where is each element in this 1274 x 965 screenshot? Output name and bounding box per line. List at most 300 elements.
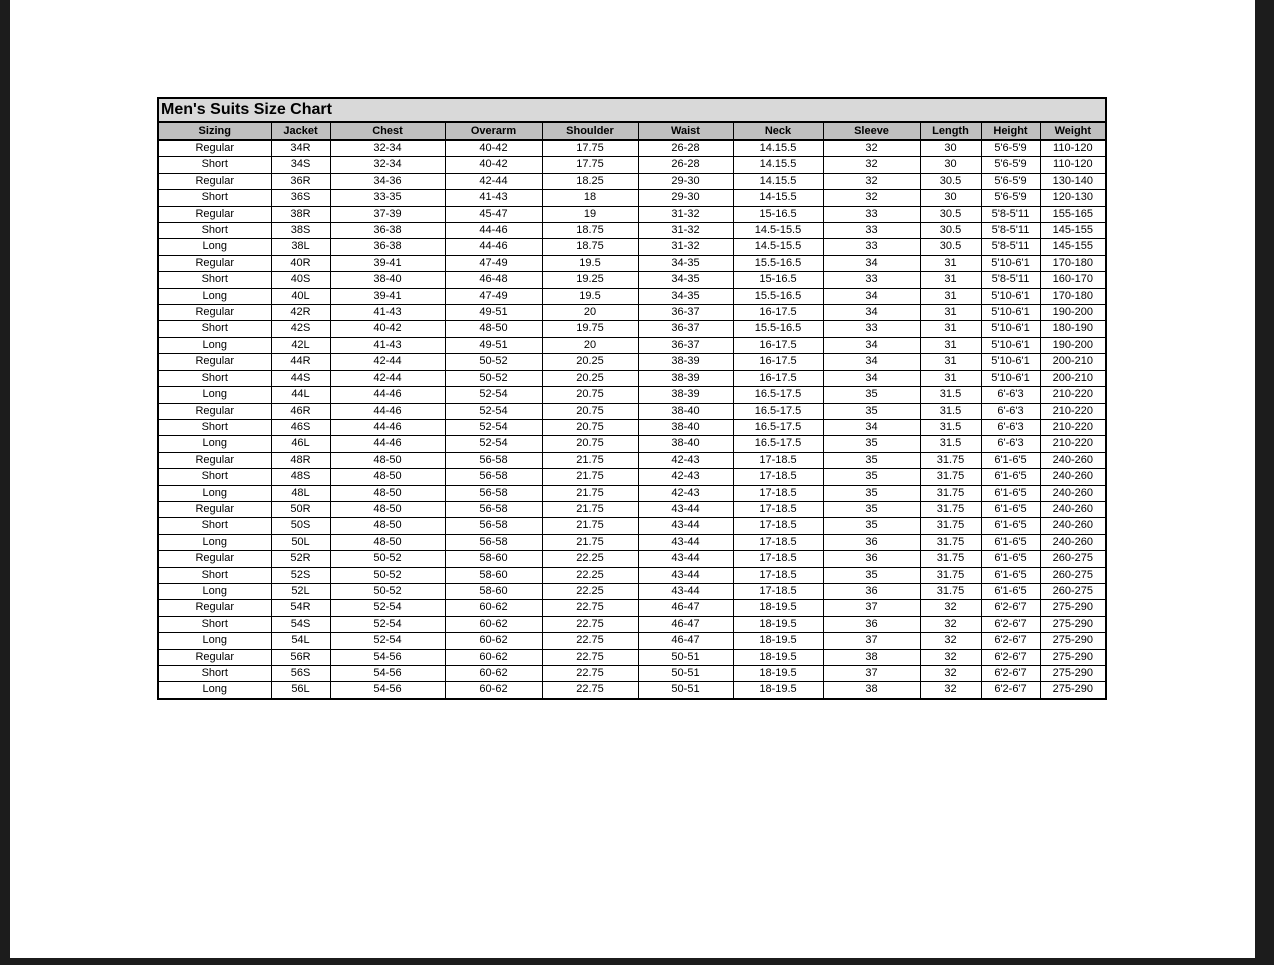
cell-jacket: 36R xyxy=(271,173,330,189)
table-row xyxy=(158,567,1106,583)
cell-jacket: 50S xyxy=(271,518,330,534)
cell-length: 30.5 xyxy=(920,173,981,189)
cell-weight: 210-220 xyxy=(1040,436,1106,452)
cell-neck: 18-19.5 xyxy=(733,666,823,682)
cell-waist: 36-37 xyxy=(638,337,733,353)
cell-waist: 46-47 xyxy=(638,600,733,616)
cell-sizing: Regular xyxy=(158,305,271,321)
cell-weight: 240-260 xyxy=(1040,452,1106,468)
cell-waist: 42-43 xyxy=(638,485,733,501)
cell-shoulder: 20.25 xyxy=(542,354,638,370)
cell-waist: 46-47 xyxy=(638,633,733,649)
cell-height: 6'-6'3 xyxy=(981,419,1040,435)
cell-shoulder: 20.25 xyxy=(542,370,638,386)
cell-sleeve: 37 xyxy=(823,633,920,649)
cell-shoulder: 19 xyxy=(542,206,638,222)
cell-waist: 42-43 xyxy=(638,452,733,468)
column-header-waist: Waist xyxy=(638,122,733,140)
cell-waist: 29-30 xyxy=(638,173,733,189)
cell-shoulder: 22.75 xyxy=(542,633,638,649)
cell-height: 6'1-6'5 xyxy=(981,518,1040,534)
cell-overarm: 60-62 xyxy=(445,649,542,665)
cell-jacket: 50R xyxy=(271,501,330,517)
cell-overarm: 56-58 xyxy=(445,534,542,550)
cell-neck: 15.5-16.5 xyxy=(733,321,823,337)
cell-weight: 240-260 xyxy=(1040,485,1106,501)
table-row xyxy=(158,354,1106,370)
cell-waist: 43-44 xyxy=(638,518,733,534)
cell-jacket: 46S xyxy=(271,419,330,435)
cell-shoulder: 20 xyxy=(542,337,638,353)
cell-weight: 180-190 xyxy=(1040,321,1106,337)
cell-weight: 210-220 xyxy=(1040,403,1106,419)
cell-neck: 18-19.5 xyxy=(733,649,823,665)
cell-sleeve: 36 xyxy=(823,534,920,550)
cell-sleeve: 33 xyxy=(823,223,920,239)
cell-height: 6'-6'3 xyxy=(981,387,1040,403)
cell-waist: 26-28 xyxy=(638,157,733,173)
table-row xyxy=(158,157,1106,173)
cell-overarm: 40-42 xyxy=(445,157,542,173)
cell-overarm: 56-58 xyxy=(445,501,542,517)
cell-height: 5'10-6'1 xyxy=(981,288,1040,304)
cell-height: 5'8-5'11 xyxy=(981,239,1040,255)
table-row xyxy=(158,485,1106,501)
cell-shoulder: 18.25 xyxy=(542,173,638,189)
cell-chest: 38-40 xyxy=(330,272,445,288)
cell-waist: 38-40 xyxy=(638,403,733,419)
cell-height: 6'1-6'5 xyxy=(981,501,1040,517)
cell-sleeve: 35 xyxy=(823,436,920,452)
cell-sizing: Long xyxy=(158,534,271,550)
cell-neck: 17-18.5 xyxy=(733,518,823,534)
cell-length: 30.5 xyxy=(920,223,981,239)
cell-waist: 26-28 xyxy=(638,140,733,157)
cell-chest: 44-46 xyxy=(330,436,445,452)
cell-neck: 16.5-17.5 xyxy=(733,387,823,403)
column-header-overarm: Overarm xyxy=(445,122,542,140)
cell-shoulder: 19.5 xyxy=(542,288,638,304)
cell-jacket: 54R xyxy=(271,600,330,616)
column-header-height: Height xyxy=(981,122,1040,140)
cell-chest: 50-52 xyxy=(330,567,445,583)
cell-weight: 275-290 xyxy=(1040,682,1106,699)
cell-weight: 200-210 xyxy=(1040,354,1106,370)
cell-sleeve: 35 xyxy=(823,403,920,419)
cell-weight: 275-290 xyxy=(1040,633,1106,649)
column-header-sleeve: Sleeve xyxy=(823,122,920,140)
cell-height: 5'8-5'11 xyxy=(981,223,1040,239)
cell-chest: 50-52 xyxy=(330,551,445,567)
cell-length: 31.5 xyxy=(920,436,981,452)
cell-overarm: 56-58 xyxy=(445,469,542,485)
cell-waist: 38-39 xyxy=(638,387,733,403)
cell-sleeve: 35 xyxy=(823,387,920,403)
cell-shoulder: 21.75 xyxy=(542,452,638,468)
cell-overarm: 50-52 xyxy=(445,370,542,386)
cell-sizing: Short xyxy=(158,469,271,485)
cell-sizing: Long xyxy=(158,485,271,501)
column-header-chest: Chest xyxy=(330,122,445,140)
column-header-weight: Weight xyxy=(1040,122,1106,140)
cell-height: 5'10-6'1 xyxy=(981,337,1040,353)
cell-height: 5'10-6'1 xyxy=(981,370,1040,386)
table-row xyxy=(158,600,1106,616)
cell-sleeve: 38 xyxy=(823,682,920,699)
cell-chest: 34-36 xyxy=(330,173,445,189)
cell-jacket: 36S xyxy=(271,190,330,206)
cell-sizing: Short xyxy=(158,272,271,288)
table-row xyxy=(158,518,1106,534)
cell-waist: 36-37 xyxy=(638,305,733,321)
cell-jacket: 38R xyxy=(271,206,330,222)
cell-sizing: Long xyxy=(158,387,271,403)
cell-chest: 48-50 xyxy=(330,452,445,468)
cell-shoulder: 19.5 xyxy=(542,255,638,271)
cell-waist: 43-44 xyxy=(638,534,733,550)
cell-shoulder: 20.75 xyxy=(542,419,638,435)
cell-waist: 42-43 xyxy=(638,469,733,485)
table-row xyxy=(158,206,1106,222)
cell-waist: 29-30 xyxy=(638,190,733,206)
cell-neck: 14-15.5 xyxy=(733,190,823,206)
cell-length: 32 xyxy=(920,682,981,699)
cell-overarm: 52-54 xyxy=(445,419,542,435)
cell-length: 31.75 xyxy=(920,501,981,517)
cell-jacket: 38S xyxy=(271,223,330,239)
cell-neck: 18-19.5 xyxy=(733,616,823,632)
cell-chest: 48-50 xyxy=(330,485,445,501)
cell-weight: 260-275 xyxy=(1040,551,1106,567)
cell-height: 5'10-6'1 xyxy=(981,321,1040,337)
cell-length: 31 xyxy=(920,272,981,288)
column-header-row xyxy=(158,122,1106,140)
cell-sleeve: 34 xyxy=(823,255,920,271)
cell-sizing: Long xyxy=(158,583,271,599)
cell-neck: 17-18.5 xyxy=(733,534,823,550)
cell-jacket: 48L xyxy=(271,485,330,501)
cell-shoulder: 19.25 xyxy=(542,272,638,288)
cell-neck: 16.5-17.5 xyxy=(733,436,823,452)
cell-overarm: 48-50 xyxy=(445,321,542,337)
cell-waist: 43-44 xyxy=(638,551,733,567)
cell-neck: 16.5-17.5 xyxy=(733,419,823,435)
cell-height: 6'1-6'5 xyxy=(981,452,1040,468)
cell-sleeve: 35 xyxy=(823,567,920,583)
cell-jacket: 44S xyxy=(271,370,330,386)
cell-overarm: 58-60 xyxy=(445,551,542,567)
cell-weight: 110-120 xyxy=(1040,140,1106,157)
cell-height: 6'2-6'7 xyxy=(981,649,1040,665)
cell-chest: 44-46 xyxy=(330,419,445,435)
cell-neck: 17-18.5 xyxy=(733,551,823,567)
table-row xyxy=(158,190,1106,206)
cell-weight: 240-260 xyxy=(1040,501,1106,517)
cell-weight: 260-275 xyxy=(1040,567,1106,583)
cell-shoulder: 22.75 xyxy=(542,600,638,616)
cell-overarm: 60-62 xyxy=(445,633,542,649)
document-page xyxy=(10,0,1255,958)
cell-sizing: Long xyxy=(158,682,271,699)
cell-length: 31.75 xyxy=(920,551,981,567)
cell-shoulder: 22.25 xyxy=(542,567,638,583)
table-row xyxy=(158,452,1106,468)
cell-sizing: Short xyxy=(158,616,271,632)
cell-length: 32 xyxy=(920,616,981,632)
cell-overarm: 56-58 xyxy=(445,452,542,468)
cell-shoulder: 20.75 xyxy=(542,403,638,419)
cell-sleeve: 35 xyxy=(823,452,920,468)
cell-chest: 41-43 xyxy=(330,337,445,353)
cell-height: 5'6-5'9 xyxy=(981,173,1040,189)
table-row xyxy=(158,419,1106,435)
cell-waist: 38-40 xyxy=(638,436,733,452)
cell-sleeve: 32 xyxy=(823,173,920,189)
cell-chest: 39-41 xyxy=(330,255,445,271)
cell-height: 6'1-6'5 xyxy=(981,567,1040,583)
cell-sleeve: 34 xyxy=(823,288,920,304)
cell-jacket: 54L xyxy=(271,633,330,649)
column-header-length: Length xyxy=(920,122,981,140)
cell-length: 31.5 xyxy=(920,419,981,435)
cell-sleeve: 34 xyxy=(823,354,920,370)
cell-length: 32 xyxy=(920,633,981,649)
cell-shoulder: 22.25 xyxy=(542,583,638,599)
cell-jacket: 46L xyxy=(271,436,330,452)
cell-neck: 18-19.5 xyxy=(733,600,823,616)
cell-chest: 54-56 xyxy=(330,649,445,665)
cell-chest: 39-41 xyxy=(330,288,445,304)
cell-sizing: Short xyxy=(158,157,271,173)
cell-neck: 14.5-15.5 xyxy=(733,223,823,239)
cell-sizing: Regular xyxy=(158,354,271,370)
cell-sizing: Regular xyxy=(158,649,271,665)
cell-weight: 240-260 xyxy=(1040,469,1106,485)
cell-shoulder: 21.75 xyxy=(542,469,638,485)
cell-overarm: 52-54 xyxy=(445,403,542,419)
cell-length: 31 xyxy=(920,305,981,321)
cell-sleeve: 33 xyxy=(823,239,920,255)
table-body xyxy=(158,140,1106,699)
cell-length: 31.5 xyxy=(920,387,981,403)
cell-height: 5'6-5'9 xyxy=(981,190,1040,206)
cell-overarm: 46-48 xyxy=(445,272,542,288)
cell-weight: 170-180 xyxy=(1040,288,1106,304)
cell-length: 30.5 xyxy=(920,206,981,222)
cell-sleeve: 35 xyxy=(823,469,920,485)
cell-sizing: Long xyxy=(158,288,271,304)
cell-shoulder: 18.75 xyxy=(542,223,638,239)
cell-waist: 34-35 xyxy=(638,288,733,304)
cell-sleeve: 36 xyxy=(823,616,920,632)
cell-overarm: 50-52 xyxy=(445,354,542,370)
cell-overarm: 42-44 xyxy=(445,173,542,189)
cell-weight: 110-120 xyxy=(1040,157,1106,173)
cell-length: 30 xyxy=(920,140,981,157)
cell-length: 32 xyxy=(920,649,981,665)
cell-overarm: 49-51 xyxy=(445,305,542,321)
cell-sleeve: 34 xyxy=(823,337,920,353)
cell-length: 31 xyxy=(920,337,981,353)
cell-height: 6'2-6'7 xyxy=(981,666,1040,682)
cell-height: 5'6-5'9 xyxy=(981,157,1040,173)
cell-shoulder: 19.75 xyxy=(542,321,638,337)
cell-waist: 46-47 xyxy=(638,616,733,632)
cell-height: 5'10-6'1 xyxy=(981,354,1040,370)
cell-neck: 17-18.5 xyxy=(733,452,823,468)
cell-height: 6'2-6'7 xyxy=(981,633,1040,649)
cell-jacket: 48R xyxy=(271,452,330,468)
cell-shoulder: 22.25 xyxy=(542,551,638,567)
cell-jacket: 44L xyxy=(271,387,330,403)
cell-jacket: 40R xyxy=(271,255,330,271)
cell-sleeve: 35 xyxy=(823,518,920,534)
cell-chest: 36-38 xyxy=(330,239,445,255)
cell-neck: 14.15.5 xyxy=(733,157,823,173)
cell-chest: 32-34 xyxy=(330,157,445,173)
cell-sizing: Regular xyxy=(158,206,271,222)
cell-sleeve: 36 xyxy=(823,583,920,599)
cell-overarm: 41-43 xyxy=(445,190,542,206)
cell-sleeve: 34 xyxy=(823,305,920,321)
cell-neck: 14.15.5 xyxy=(733,173,823,189)
cell-jacket: 40L xyxy=(271,288,330,304)
cell-sleeve: 37 xyxy=(823,600,920,616)
cell-jacket: 50L xyxy=(271,534,330,550)
cell-overarm: 47-49 xyxy=(445,255,542,271)
cell-sizing: Short xyxy=(158,567,271,583)
table-row xyxy=(158,649,1106,665)
cell-overarm: 60-62 xyxy=(445,666,542,682)
cell-length: 30.5 xyxy=(920,239,981,255)
table-row xyxy=(158,337,1106,353)
cell-sleeve: 38 xyxy=(823,649,920,665)
cell-jacket: 34R xyxy=(271,140,330,157)
cell-overarm: 60-62 xyxy=(445,682,542,699)
cell-waist: 43-44 xyxy=(638,501,733,517)
cell-overarm: 58-60 xyxy=(445,567,542,583)
cell-weight: 130-140 xyxy=(1040,173,1106,189)
cell-neck: 15.5-16.5 xyxy=(733,255,823,271)
cell-sleeve: 33 xyxy=(823,272,920,288)
cell-height: 6'2-6'7 xyxy=(981,600,1040,616)
cell-chest: 41-43 xyxy=(330,305,445,321)
cell-jacket: 42S xyxy=(271,321,330,337)
table-row xyxy=(158,633,1106,649)
cell-jacket: 46R xyxy=(271,403,330,419)
cell-length: 32 xyxy=(920,600,981,616)
cell-jacket: 56S xyxy=(271,666,330,682)
cell-neck: 18-19.5 xyxy=(733,633,823,649)
table-row xyxy=(158,551,1106,567)
cell-chest: 44-46 xyxy=(330,403,445,419)
cell-shoulder: 22.75 xyxy=(542,666,638,682)
cell-height: 5'6-5'9 xyxy=(981,140,1040,157)
cell-sleeve: 35 xyxy=(823,485,920,501)
cell-shoulder: 18.75 xyxy=(542,239,638,255)
cell-weight: 210-220 xyxy=(1040,419,1106,435)
table-row xyxy=(158,501,1106,517)
cell-jacket: 40S xyxy=(271,272,330,288)
cell-chest: 37-39 xyxy=(330,206,445,222)
cell-jacket: 44R xyxy=(271,354,330,370)
cell-neck: 16.5-17.5 xyxy=(733,403,823,419)
table-row xyxy=(158,305,1106,321)
cell-shoulder: 22.75 xyxy=(542,616,638,632)
cell-weight: 120-130 xyxy=(1040,190,1106,206)
cell-overarm: 47-49 xyxy=(445,288,542,304)
cell-sleeve: 34 xyxy=(823,419,920,435)
size-chart-table xyxy=(157,97,1107,700)
cell-jacket: 52L xyxy=(271,583,330,599)
cell-overarm: 52-54 xyxy=(445,387,542,403)
cell-length: 31 xyxy=(920,255,981,271)
cell-shoulder: 17.75 xyxy=(542,140,638,157)
cell-length: 30 xyxy=(920,190,981,206)
cell-sizing: Regular xyxy=(158,173,271,189)
cell-waist: 38-39 xyxy=(638,370,733,386)
cell-neck: 16-17.5 xyxy=(733,337,823,353)
cell-length: 31.75 xyxy=(920,452,981,468)
table-row xyxy=(158,255,1106,271)
column-header-sizing: Sizing xyxy=(158,122,271,140)
cell-chest: 36-38 xyxy=(330,223,445,239)
cell-neck: 17-18.5 xyxy=(733,583,823,599)
cell-chest: 48-50 xyxy=(330,518,445,534)
cell-weight: 275-290 xyxy=(1040,649,1106,665)
cell-shoulder: 20.75 xyxy=(542,436,638,452)
table-row xyxy=(158,469,1106,485)
table-row xyxy=(158,534,1106,550)
cell-jacket: 56L xyxy=(271,682,330,699)
table-row xyxy=(158,666,1106,682)
cell-waist: 50-51 xyxy=(638,666,733,682)
table-row xyxy=(158,272,1106,288)
cell-neck: 15-16.5 xyxy=(733,272,823,288)
table-row xyxy=(158,403,1106,419)
cell-shoulder: 21.75 xyxy=(542,534,638,550)
cell-sizing: Regular xyxy=(158,501,271,517)
cell-chest: 42-44 xyxy=(330,370,445,386)
cell-length: 31.75 xyxy=(920,534,981,550)
cell-sizing: Short xyxy=(158,666,271,682)
cell-sizing: Long xyxy=(158,337,271,353)
cell-sizing: Long xyxy=(158,633,271,649)
cell-height: 6'-6'3 xyxy=(981,403,1040,419)
cell-weight: 155-165 xyxy=(1040,206,1106,222)
cell-neck: 17-18.5 xyxy=(733,469,823,485)
cell-length: 31.75 xyxy=(920,469,981,485)
cell-waist: 36-37 xyxy=(638,321,733,337)
cell-waist: 43-44 xyxy=(638,567,733,583)
cell-overarm: 56-58 xyxy=(445,485,542,501)
table-row xyxy=(158,140,1106,157)
cell-weight: 275-290 xyxy=(1040,666,1106,682)
cell-jacket: 38L xyxy=(271,239,330,255)
cell-waist: 50-51 xyxy=(638,682,733,699)
cell-weight: 160-170 xyxy=(1040,272,1106,288)
column-header-neck: Neck xyxy=(733,122,823,140)
cell-jacket: 42L xyxy=(271,337,330,353)
cell-weight: 170-180 xyxy=(1040,255,1106,271)
cell-overarm: 49-51 xyxy=(445,337,542,353)
cell-neck: 15-16.5 xyxy=(733,206,823,222)
cell-shoulder: 17.75 xyxy=(542,157,638,173)
cell-weight: 240-260 xyxy=(1040,518,1106,534)
cell-waist: 31-32 xyxy=(638,223,733,239)
title-row xyxy=(158,98,1106,122)
cell-waist: 34-35 xyxy=(638,255,733,271)
